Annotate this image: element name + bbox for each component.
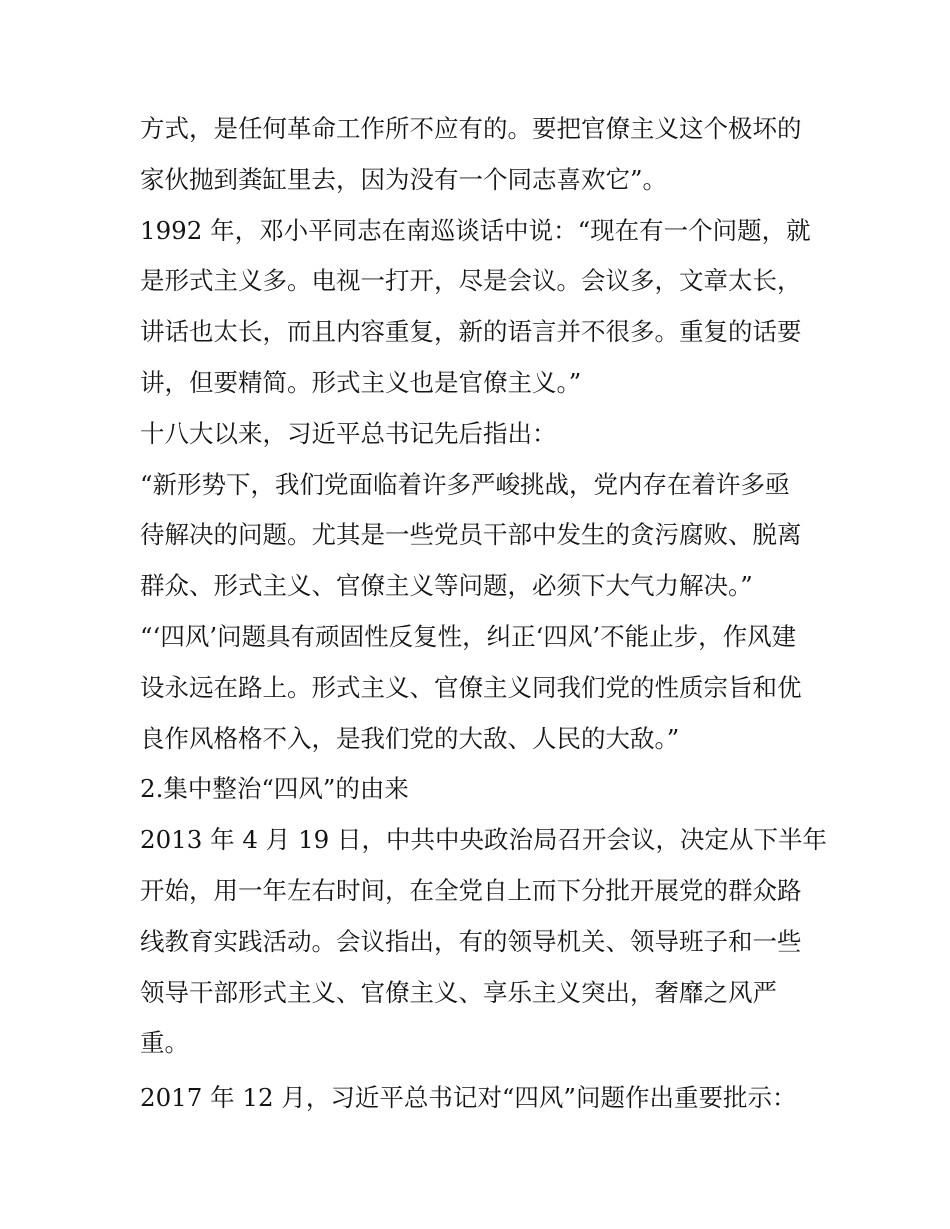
text-line: 2013 年 4 月 19 日，中共中央政治局召开会议，决定从下半年 xyxy=(140,825,828,855)
text-line: “新形势下，我们党面临着许多严峻挑战，党内存在着许多亟 xyxy=(140,469,790,499)
text-line: “‘四风’问题具有顽固性反复性，纠正‘四风’不能止步，作风建 xyxy=(140,621,797,651)
body-text xyxy=(140,104,828,1124)
text-line: 领导干部形式主义、官僚主义、享乐主义突出，奢靡之风严 xyxy=(140,977,777,1007)
text-line: 开始，用一年左右时间，在全党自上而下分批开展党的群众路 xyxy=(140,875,802,905)
text-line: 1992 年，邓小平同志在南巡谈话中说：“现在有一个问题，就 xyxy=(140,215,811,245)
text-line: 方式，是任何革命工作所不应有的。要把官僚主义这个极坏的 xyxy=(140,114,802,143)
section-heading: 2.集中整治“四风”的由来 xyxy=(140,774,409,804)
text-line: 是形式主义多。电视一打开，尽是会议。会议多，文章太长， xyxy=(140,266,802,296)
text-line: 线教育实践活动。会议指出，有的领导机关、领导班子和一些 xyxy=(140,926,802,956)
text-line: 讲话也太长，而且内容重复，新的语言并不很多。重复的话要 xyxy=(140,317,802,347)
text-line: 群众、形式主义、官僚主义等问题，必须下大气力解决。” xyxy=(140,571,753,601)
text-line: 良作风格格不入，是我们党的大敌、人民的大敌。” xyxy=(140,723,680,753)
text-line: 2017 年 12 月，习近平总书记对“四风”问题作出重要批示： xyxy=(140,1083,797,1113)
text-line: 设永远在路上。形式主义、官僚主义同我们党的性质宗旨和优 xyxy=(140,672,802,702)
text-line: 待解决的问题。尤其是一些党员干部中发生的贪污腐败、脱离 xyxy=(140,520,802,550)
text-line: 讲，但要精简。形式主义也是官僚主义。” xyxy=(140,367,582,397)
text-line: 重。 xyxy=(140,1028,189,1058)
text-line: 十八大以来，习近平总书记先后指出： xyxy=(140,418,557,448)
text-line: 家伙抛到粪缸里去，因为没有一个同志喜欢它”。 xyxy=(140,164,668,194)
